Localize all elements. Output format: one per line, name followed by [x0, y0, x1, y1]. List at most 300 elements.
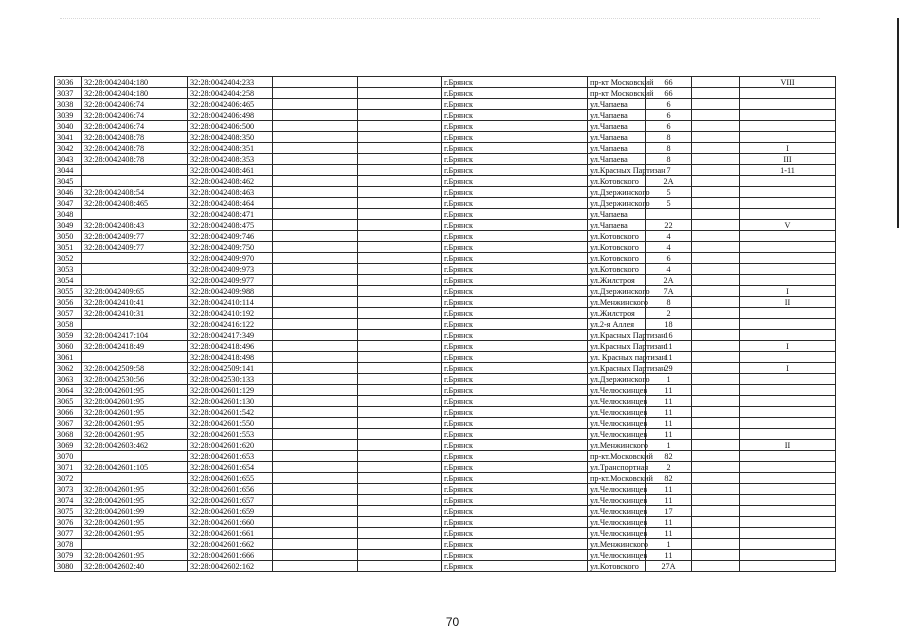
- cadastral-number-object: 32:28:0042601:550: [188, 418, 273, 429]
- cadastral-number-parcel: 32:28:0042410:31: [82, 308, 188, 319]
- table-row: [55, 495, 836, 506]
- table-row: [55, 77, 836, 88]
- city-name: г.Брянск: [442, 99, 588, 110]
- room-mark: [740, 242, 836, 253]
- blank-cell: [273, 429, 358, 440]
- cadastral-number-parcel: 32:28:0042408:465: [82, 198, 188, 209]
- row-number: 3036: [55, 77, 82, 88]
- row-number: 3062: [55, 363, 82, 374]
- room-mark: [740, 209, 836, 220]
- room-mark: VIII: [740, 77, 836, 88]
- city-name: г.Брянск: [442, 484, 588, 495]
- room-mark: [740, 385, 836, 396]
- blank-cell: [358, 396, 442, 407]
- street-name: ул.Чапаева: [588, 209, 646, 220]
- room-mark: [740, 231, 836, 242]
- blank-cell: [692, 165, 740, 176]
- cadastral-number-object: 32:28:0042602:162: [188, 561, 273, 572]
- house-number: 16: [646, 330, 692, 341]
- table-row: [55, 132, 836, 143]
- city-name: г.Брянск: [442, 77, 588, 88]
- row-number: 3076: [55, 517, 82, 528]
- city-name: г.Брянск: [442, 451, 588, 462]
- cadastral-number-parcel: 32:28:0042406:74: [82, 121, 188, 132]
- blank-cell: [358, 418, 442, 429]
- blank-cell: [273, 473, 358, 484]
- cadastral-number-object: 32:28:0042601:553: [188, 429, 273, 440]
- cadastral-number-object: 32:28:0042408:461: [188, 165, 273, 176]
- blank-cell: [692, 451, 740, 462]
- room-mark: [740, 99, 836, 110]
- blank-cell: [692, 110, 740, 121]
- row-number: 3051: [55, 242, 82, 253]
- blank-cell: [358, 110, 442, 121]
- room-mark: [740, 561, 836, 572]
- cadastral-number-parcel: 32:28:0042601:95: [82, 484, 188, 495]
- blank-cell: [358, 561, 442, 572]
- room-mark: [740, 308, 836, 319]
- city-name: г.Брянск: [442, 539, 588, 550]
- house-number: 11: [646, 528, 692, 539]
- table-row: [55, 352, 836, 363]
- street-name: пр-кт Московский: [588, 77, 646, 88]
- table-row: [55, 176, 836, 187]
- city-name: г.Брянск: [442, 440, 588, 451]
- blank-cell: [273, 99, 358, 110]
- row-number: 3063: [55, 374, 82, 385]
- house-number: 82: [646, 473, 692, 484]
- blank-cell: [273, 363, 358, 374]
- blank-cell: [692, 517, 740, 528]
- blank-cell: [358, 176, 442, 187]
- street-name: ул.Жилстроя: [588, 308, 646, 319]
- blank-cell: [358, 220, 442, 231]
- table-row: [55, 374, 836, 385]
- blank-cell: [692, 176, 740, 187]
- row-number: 3050: [55, 231, 82, 242]
- blank-cell: [273, 275, 358, 286]
- city-name: г.Брянск: [442, 286, 588, 297]
- blank-cell: [273, 396, 358, 407]
- blank-cell: [358, 77, 442, 88]
- street-name: ул.Чапаева: [588, 121, 646, 132]
- blank-cell: [273, 242, 358, 253]
- cadastral-number-parcel: 32:28:0042404:180: [82, 88, 188, 99]
- cadastral-number-object: 32:28:0042408:353: [188, 154, 273, 165]
- room-mark: 1-11: [740, 165, 836, 176]
- table-row: [55, 528, 836, 539]
- house-number: 22: [646, 220, 692, 231]
- scan-edge-mark: [897, 18, 899, 228]
- cadastral-number-object: 32:28:0042416:122: [188, 319, 273, 330]
- street-name: ул.Дзержинского: [588, 374, 646, 385]
- blank-cell: [273, 253, 358, 264]
- city-name: г.Брянск: [442, 319, 588, 330]
- house-number: 8: [646, 132, 692, 143]
- house-number: 6: [646, 121, 692, 132]
- street-name: ул.Челюскинцев: [588, 429, 646, 440]
- house-number: 8: [646, 297, 692, 308]
- row-number: 3068: [55, 429, 82, 440]
- blank-cell: [358, 286, 442, 297]
- table-row: [55, 121, 836, 132]
- row-number: 3042: [55, 143, 82, 154]
- street-name: ул.Котовского: [588, 231, 646, 242]
- row-number: 3047: [55, 198, 82, 209]
- room-mark: III: [740, 154, 836, 165]
- blank-cell: [273, 286, 358, 297]
- blank-cell: [273, 352, 358, 363]
- room-mark: [740, 451, 836, 462]
- room-mark: [740, 88, 836, 99]
- blank-cell: [692, 297, 740, 308]
- blank-cell: [358, 407, 442, 418]
- blank-cell: [358, 99, 442, 110]
- blank-cell: [273, 385, 358, 396]
- blank-cell: [358, 517, 442, 528]
- room-mark: [740, 506, 836, 517]
- blank-cell: [273, 341, 358, 352]
- blank-cell: [358, 143, 442, 154]
- table-row: [55, 198, 836, 209]
- house-number: 11: [646, 385, 692, 396]
- blank-cell: [692, 308, 740, 319]
- cadastral-number-parcel: [82, 165, 188, 176]
- cadastral-number-parcel: 32:28:0042418:49: [82, 341, 188, 352]
- room-mark: V: [740, 220, 836, 231]
- cadastral-number-parcel: [82, 473, 188, 484]
- blank-cell: [692, 209, 740, 220]
- house-number: 5: [646, 198, 692, 209]
- table-row: [55, 451, 836, 462]
- row-number: 3048: [55, 209, 82, 220]
- row-number: 3061: [55, 352, 82, 363]
- cadastral-number-object: 32:28:0042406:500: [188, 121, 273, 132]
- cadastral-number-parcel: 32:28:0042601:95: [82, 418, 188, 429]
- blank-cell: [358, 319, 442, 330]
- blank-cell: [692, 429, 740, 440]
- table-row: [55, 308, 836, 319]
- cadastral-number-parcel: [82, 253, 188, 264]
- blank-cell: [358, 308, 442, 319]
- cadastral-number-object: 32:28:0042410:192: [188, 308, 273, 319]
- street-name: ул.Транспортная: [588, 462, 646, 473]
- city-name: г.Брянск: [442, 231, 588, 242]
- house-number: 7А: [646, 286, 692, 297]
- table-row: [55, 396, 836, 407]
- cadastral-number-object: 32:28:0042601:659: [188, 506, 273, 517]
- room-mark: [740, 495, 836, 506]
- room-mark: [740, 319, 836, 330]
- blank-cell: [692, 396, 740, 407]
- table-row: [55, 418, 836, 429]
- blank-cell: [692, 121, 740, 132]
- cadastral-number-object: 32:28:0042408:351: [188, 143, 273, 154]
- table-row: [55, 385, 836, 396]
- house-number: 11: [646, 429, 692, 440]
- cadastral-number-object: 32:28:0042409:750: [188, 242, 273, 253]
- cadastral-number-object: 32:28:0042601:662: [188, 539, 273, 550]
- cadastral-number-object: 32:28:0042509:141: [188, 363, 273, 374]
- blank-cell: [692, 550, 740, 561]
- house-number: 11: [646, 517, 692, 528]
- cadastral-number-parcel: [82, 209, 188, 220]
- blank-cell: [692, 231, 740, 242]
- city-name: г.Брянск: [442, 506, 588, 517]
- cadastral-number-object: 32:28:0042601:654: [188, 462, 273, 473]
- blank-cell: [692, 253, 740, 264]
- street-name: ул.Чапаева: [588, 132, 646, 143]
- room-mark: I: [740, 363, 836, 374]
- cadastral-number-parcel: 32:28:0042410:41: [82, 297, 188, 308]
- blank-cell: [692, 440, 740, 451]
- row-number: 3055: [55, 286, 82, 297]
- house-number: 66: [646, 88, 692, 99]
- cadastral-number-object: 32:28:0042418:496: [188, 341, 273, 352]
- blank-cell: [273, 143, 358, 154]
- blank-cell: [358, 550, 442, 561]
- table-row: [55, 363, 836, 374]
- house-number: 11: [646, 407, 692, 418]
- city-name: г.Брянск: [442, 264, 588, 275]
- cadastral-number-parcel: [82, 275, 188, 286]
- blank-cell: [358, 165, 442, 176]
- blank-cell: [692, 484, 740, 495]
- room-mark: [740, 110, 836, 121]
- cadastral-number-parcel: 32:28:0042601:95: [82, 385, 188, 396]
- city-name: г.Брянск: [442, 165, 588, 176]
- row-number: 3067: [55, 418, 82, 429]
- table-row: [55, 473, 836, 484]
- cadastral-number-object: 32:28:0042601:129: [188, 385, 273, 396]
- room-mark: [740, 517, 836, 528]
- cadastral-number-object: 32:28:0042601:655: [188, 473, 273, 484]
- row-number: 3064: [55, 385, 82, 396]
- blank-cell: [273, 495, 358, 506]
- blank-cell: [692, 242, 740, 253]
- row-number: 3046: [55, 187, 82, 198]
- city-name: г.Брянск: [442, 330, 588, 341]
- house-number: 1: [646, 440, 692, 451]
- street-name: ул.Чапаева: [588, 220, 646, 231]
- room-mark: [740, 121, 836, 132]
- house-number: 2: [646, 308, 692, 319]
- blank-cell: [692, 341, 740, 352]
- cadastral-number-parcel: 32:28:0042408:78: [82, 154, 188, 165]
- cadastral-number-parcel: 32:28:0042601:99: [82, 506, 188, 517]
- city-name: г.Брянск: [442, 154, 588, 165]
- table-row: [55, 220, 836, 231]
- city-name: г.Брянск: [442, 297, 588, 308]
- cadastral-number-parcel: 32:28:0042601:95: [82, 528, 188, 539]
- room-mark: [740, 539, 836, 550]
- table-row: [55, 253, 836, 264]
- row-number: 3037: [55, 88, 82, 99]
- room-mark: [740, 374, 836, 385]
- blank-cell: [692, 187, 740, 198]
- blank-cell: [273, 528, 358, 539]
- blank-cell: [273, 517, 358, 528]
- city-name: г.Брянск: [442, 473, 588, 484]
- row-number: 3071: [55, 462, 82, 473]
- row-number: 3040: [55, 121, 82, 132]
- blank-cell: [692, 473, 740, 484]
- room-mark: [740, 550, 836, 561]
- cadastral-number-parcel: 32:28:0042404:180: [82, 77, 188, 88]
- house-number: 11: [646, 550, 692, 561]
- row-number: 3079: [55, 550, 82, 561]
- blank-cell: [273, 77, 358, 88]
- room-mark: [740, 407, 836, 418]
- row-number: 3080: [55, 561, 82, 572]
- house-number: 1: [646, 374, 692, 385]
- cadastral-number-object: 32:28:0042409:977: [188, 275, 273, 286]
- cadastral-number-parcel: [82, 539, 188, 550]
- blank-cell: [358, 374, 442, 385]
- blank-cell: [273, 132, 358, 143]
- room-mark: [740, 418, 836, 429]
- blank-cell: [358, 539, 442, 550]
- blank-cell: [358, 209, 442, 220]
- street-name: ул.Красных Партизан: [588, 330, 646, 341]
- room-mark: I: [740, 286, 836, 297]
- row-number: 3039: [55, 110, 82, 121]
- blank-cell: [358, 495, 442, 506]
- room-mark: [740, 429, 836, 440]
- street-name: ул.Челюскинцев: [588, 528, 646, 539]
- blank-cell: [358, 473, 442, 484]
- city-name: г.Брянск: [442, 363, 588, 374]
- cadastral-number-object: 32:28:0042410:114: [188, 297, 273, 308]
- room-mark: II: [740, 297, 836, 308]
- table-row: [55, 462, 836, 473]
- blank-cell: [692, 275, 740, 286]
- house-number: 2А: [646, 176, 692, 187]
- street-name: ул.2-я Аллея: [588, 319, 646, 330]
- cadastral-number-object: 32:28:0042408:464: [188, 198, 273, 209]
- table-row: [55, 341, 836, 352]
- street-name: ул.Челюскинцев: [588, 385, 646, 396]
- cadastral-number-object: 32:28:0042408:350: [188, 132, 273, 143]
- city-name: г.Брянск: [442, 385, 588, 396]
- row-number: 3053: [55, 264, 82, 275]
- street-name: ул.Котовского: [588, 242, 646, 253]
- street-name: ул.Менжинского: [588, 297, 646, 308]
- blank-cell: [273, 418, 358, 429]
- street-name: ул.Менжинского: [588, 440, 646, 451]
- cadastral-number-object: 32:28:0042409:746: [188, 231, 273, 242]
- cadastral-number-parcel: [82, 264, 188, 275]
- blank-cell: [692, 418, 740, 429]
- blank-cell: [692, 539, 740, 550]
- city-name: г.Брянск: [442, 418, 588, 429]
- table-row: [55, 154, 836, 165]
- blank-cell: [692, 132, 740, 143]
- blank-cell: [273, 176, 358, 187]
- street-name: ул.Жилстроя: [588, 275, 646, 286]
- blank-cell: [273, 88, 358, 99]
- street-name: ул.Челюскинцев: [588, 495, 646, 506]
- table-row: [55, 297, 836, 308]
- house-number: 8: [646, 154, 692, 165]
- street-name: пр-кт Московский: [588, 88, 646, 99]
- row-number: 3066: [55, 407, 82, 418]
- table-row: [55, 264, 836, 275]
- house-number: 11: [646, 396, 692, 407]
- house-number: 6: [646, 99, 692, 110]
- city-name: г.Брянск: [442, 341, 588, 352]
- street-name: ул.Челюскинцев: [588, 506, 646, 517]
- blank-cell: [358, 198, 442, 209]
- room-mark: [740, 198, 836, 209]
- blank-cell: [692, 286, 740, 297]
- blank-cell: [692, 330, 740, 341]
- room-mark: [740, 330, 836, 341]
- cadastral-number-object: 32:28:0042601:130: [188, 396, 273, 407]
- blank-cell: [358, 297, 442, 308]
- street-name: ул.Котовского: [588, 561, 646, 572]
- cadastral-number-object: 32:28:0042418:498: [188, 352, 273, 363]
- city-name: г.Брянск: [442, 396, 588, 407]
- table-row: [55, 143, 836, 154]
- blank-cell: [692, 385, 740, 396]
- street-name: ул.Чапаева: [588, 99, 646, 110]
- blank-cell: [273, 264, 358, 275]
- row-number: 3072: [55, 473, 82, 484]
- blank-cell: [273, 187, 358, 198]
- house-number: 7: [646, 165, 692, 176]
- row-number: 3054: [55, 275, 82, 286]
- cadastral-number-object: 32:28:0042601:666: [188, 550, 273, 561]
- blank-cell: [692, 462, 740, 473]
- house-number: 18: [646, 319, 692, 330]
- table-row: [55, 550, 836, 561]
- room-mark: [740, 275, 836, 286]
- table-row: [55, 407, 836, 418]
- blank-cell: [273, 440, 358, 451]
- row-number: 3060: [55, 341, 82, 352]
- blank-cell: [358, 506, 442, 517]
- row-number: 3059: [55, 330, 82, 341]
- cadastral-number-parcel: 32:28:0042417:104: [82, 330, 188, 341]
- blank-cell: [692, 220, 740, 231]
- room-mark: [740, 176, 836, 187]
- blank-cell: [273, 374, 358, 385]
- row-number: 3065: [55, 396, 82, 407]
- blank-cell: [358, 154, 442, 165]
- street-name: пр-кт.Московский: [588, 473, 646, 484]
- blank-cell: [358, 484, 442, 495]
- cadastral-number-parcel: [82, 319, 188, 330]
- table-row: [55, 99, 836, 110]
- house-number: 29: [646, 363, 692, 374]
- row-number: 3078: [55, 539, 82, 550]
- cadastral-number-parcel: 32:28:0042601:105: [82, 462, 188, 473]
- room-mark: [740, 462, 836, 473]
- blank-cell: [358, 264, 442, 275]
- table-row: [55, 88, 836, 99]
- street-name: ул.Челюскинцев: [588, 484, 646, 495]
- row-number: 3044: [55, 165, 82, 176]
- city-name: г.Брянск: [442, 308, 588, 319]
- cadastral-number-object: 32:28:0042601:657: [188, 495, 273, 506]
- table-row: [55, 275, 836, 286]
- cadastral-number-object: 32:28:0042408:463: [188, 187, 273, 198]
- blank-cell: [273, 407, 358, 418]
- room-mark: [740, 473, 836, 484]
- city-name: г.Брянск: [442, 495, 588, 506]
- city-name: г.Брянск: [442, 242, 588, 253]
